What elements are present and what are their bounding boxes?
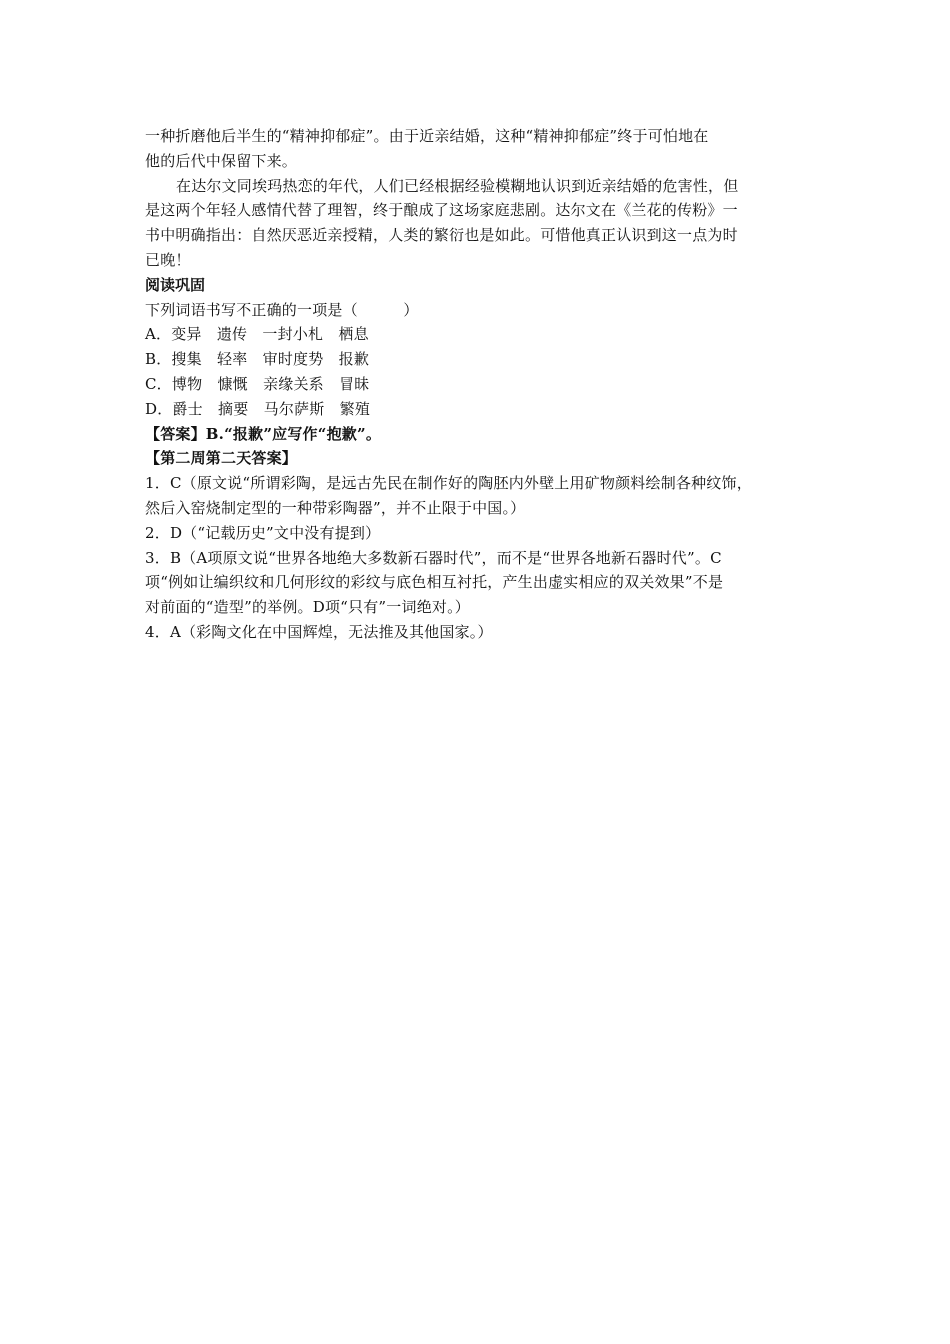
- question-text: 下列词语书写不正确的一项是（ ）: [145, 300, 419, 319]
- answer-text: 【答案】B.“报歉”应写作“抱歉”。: [145, 424, 382, 443]
- answer-line: 3．B（A项原文说“世界各地绝大多数新石器时代”，而不是“世界各地新石器时代”。C: [145, 548, 722, 567]
- document-page: [145, 124, 815, 645]
- answer-line: 然后入窑烧制定型的一种带彩陶器”，并不止限于中国。）: [145, 498, 526, 517]
- answer-line: 项“例如让编织纹和几何形纹的彩纹与底色相互衬托，产生出虚实相应的双关效果”不是: [145, 573, 724, 592]
- answer-line: 4．A（彩陶文化在中国辉煌，无法推及其他国家。）: [145, 622, 493, 641]
- passage-line: 已晚！: [145, 250, 191, 269]
- passage-line: 是这两个年轻人感情代替了理智，终于酿成了这场家庭悲剧。达尔文在《兰花的传粉》一: [145, 201, 738, 220]
- answer-line: 1．C（原文说“所谓彩陶，是远古先民在制作好的陶胚内外壁上用矿物颜料绘制各种纹饰，: [145, 474, 752, 493]
- passage-line: 他的后代中保留下来。: [145, 151, 298, 170]
- section-heading: 阅读巩固: [145, 275, 206, 294]
- answers-heading: 【第二周第二天答案】: [145, 449, 298, 468]
- passage-line: 在达尔文同埃玛热恋的年代，人们已经根据经验模糊地认识到近亲结婚的危害性，但: [176, 176, 739, 195]
- option-d: D．爵士 摘要 马尔萨斯 繁殖: [145, 399, 371, 418]
- answer-line: 2．D（“记载历史”文中没有提到）: [145, 523, 381, 542]
- passage-line: 书中明确指出：自然厌恶近亲授精，人类的繁衍也是如此。可惜他真正认识到这一点为时: [145, 226, 738, 245]
- answer-line: 对前面的“造型”的举例。D项“只有”一词绝对。）: [145, 598, 471, 617]
- option-b: B．搜集 轻率 审时度势 报歉: [145, 350, 370, 369]
- option-c: C．博物 慷慨 亲缘关系 冒昧: [145, 374, 370, 393]
- passage-line: 一种折磨他后半生的“精神抑郁症”。由于近亲结婚，这种“精神抑郁症”终于可怕地在: [145, 127, 709, 145]
- option-a: A．变异 遗传 一封小札 栖息: [145, 325, 369, 344]
